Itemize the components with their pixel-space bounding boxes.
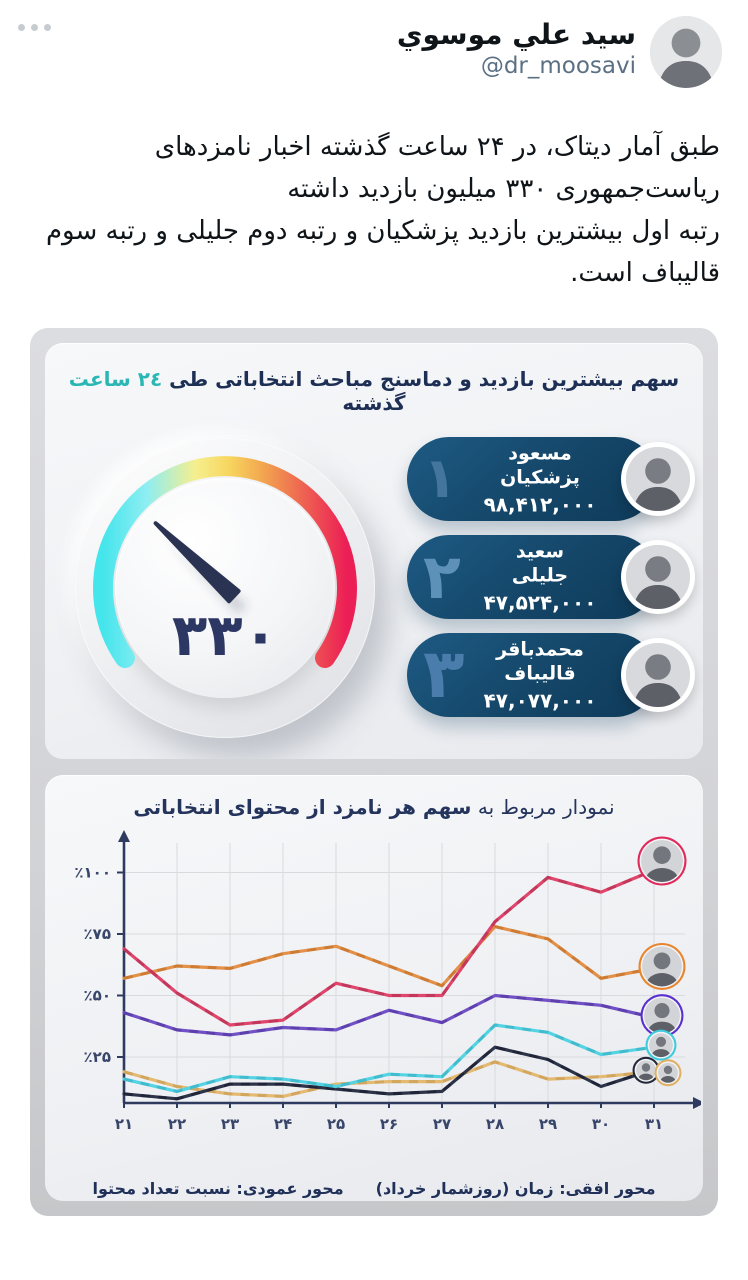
svg-text:٪۲۵: ٪۲۵: [83, 1048, 111, 1067]
gauge-arc-and-needle: [75, 438, 375, 738]
tweet-header: [0, 0, 748, 88]
series-avatar-candidate-tan: [655, 1060, 682, 1089]
person-portrait-icon: [626, 545, 690, 609]
chart-title: نمودار مربوط به سهم هر نامزد از محتوای انتخاباتی: [133, 795, 615, 820]
svg-text:۳۱: ۳۱: [644, 1115, 664, 1134]
series-avatar-pezeshkian: [638, 837, 687, 894]
candidate-name: سعید جلیلی: [511, 540, 569, 586]
candidate-photo: [621, 442, 695, 516]
gauge-needle: [156, 524, 239, 602]
person-portrait-icon: [626, 447, 690, 511]
rank-number: ۱: [423, 446, 458, 512]
svg-text:۳۰: ۳۰: [591, 1115, 611, 1134]
svg-text:٪۵۰: ٪۵۰: [83, 986, 111, 1005]
svg-text:۲۴: ۲۴: [273, 1115, 293, 1134]
gauge-value: ۳۳۰: [171, 601, 279, 670]
ranking-card-2: [407, 533, 695, 621]
axis-caption: [45, 1179, 703, 1198]
tweet-image-infographic[interactable]: [30, 328, 718, 1216]
title-suffix: گذشته: [342, 391, 406, 416]
svg-text:۲۸: ۲۸: [485, 1115, 505, 1134]
profile-avatar[interactable]: [650, 16, 722, 88]
svg-text:۲۷: ۲۷: [432, 1115, 452, 1134]
svg-text:۲۶: ۲۶: [379, 1115, 399, 1134]
candidate-views: ۹۸,۴۱۲,۰۰۰: [483, 492, 597, 517]
candidate-views: ۴۷,۰۷۷,۰۰۰: [483, 688, 597, 713]
rank-number: ۲: [423, 540, 461, 614]
user-handle[interactable]: @dr_moosavi: [480, 53, 636, 80]
candidate-photo: [621, 540, 695, 614]
y-axis-caption: محور عمودی: نسبت تعداد محتوا: [92, 1179, 344, 1199]
svg-text:۲۵: ۲۵: [326, 1115, 346, 1134]
views-gauge: [75, 438, 375, 738]
candidate-name: مسعود پزشکیان: [500, 442, 580, 488]
gauge-ranking-panel: [45, 343, 703, 759]
svg-text:٪۱۰۰: ٪۱۰۰: [74, 863, 111, 882]
svg-text:۲۱: ۲۱: [114, 1115, 134, 1134]
ranking-list: [407, 435, 695, 729]
ranking-pill: [407, 535, 657, 619]
user-block[interactable]: [397, 16, 722, 88]
tweet-line-2: رتبه اول بیشترین بازدید پزشکیان و رتبه دوم جلیلی و رتبه سوم قالیباف است.: [45, 216, 720, 289]
ranking-pill: [407, 437, 657, 521]
person-portrait-icon: [626, 643, 690, 707]
chart-panel: [45, 775, 703, 1201]
title-prefix: سهم بیشترین بازدید و دماسنج مباحث انتخاباتی طی: [162, 367, 680, 392]
tweet-text: [0, 126, 748, 294]
more-options-icon[interactable]: [18, 16, 51, 31]
candidate-share-line-chart: [45, 823, 703, 1179]
svg-text:۲۲: ۲۲: [167, 1115, 187, 1134]
candidate-views: ۴۷,۵۲۴,۰۰۰: [483, 590, 597, 615]
title-highlight: ٢٤ ساعت: [68, 367, 163, 392]
ranking-card-1: [407, 435, 695, 523]
candidate-name: محمدباقر قالیباف: [496, 638, 584, 684]
x-axis-caption: محور افقی: زمان (روزشمار خرداد): [375, 1179, 656, 1199]
infographic-title: [45, 343, 703, 415]
svg-text:۲۳: ۲۳: [220, 1115, 240, 1134]
rank-number: ۳: [423, 635, 465, 715]
svg-text:۲۹: ۲۹: [538, 1115, 558, 1134]
person-portrait-icon: [650, 16, 722, 88]
tweet-line-1: طبق آمار دیتاک، در ۲۴ ساعت گذشته اخبار نامزدهای ریاست‌جمهوری ۳۳۰ میلیون بازدید داشته: [154, 132, 720, 205]
svg-text:٪۷۵: ٪۷۵: [83, 925, 111, 944]
ranking-card-3: [407, 631, 695, 719]
ranking-pill: [407, 633, 657, 717]
display-name[interactable]: سید علي موسوي: [396, 18, 636, 51]
candidate-photo: [621, 638, 695, 712]
line-chart-svg: [45, 823, 701, 1175]
series-avatar-jalili: [639, 943, 686, 998]
